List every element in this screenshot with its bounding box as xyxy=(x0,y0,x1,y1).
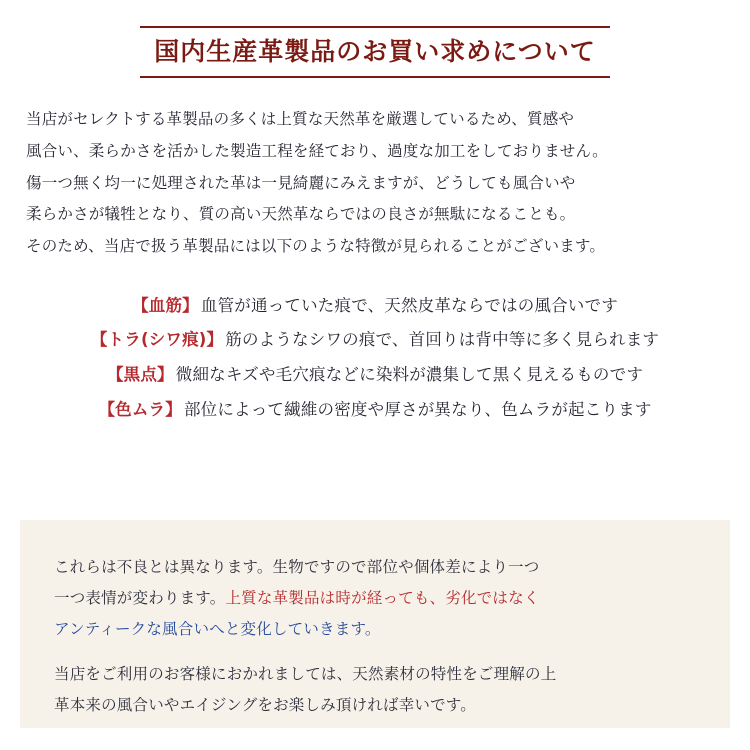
note-line-3: アンティークな風合いへと変化していきます。 xyxy=(54,620,381,638)
title-rule-top xyxy=(140,26,610,28)
note-line-2 xyxy=(54,583,696,614)
feature-text: 微細なキズや毛穴痕などに染料が濃集して黒く見えるものです xyxy=(175,365,644,385)
page-title xyxy=(140,30,610,78)
intro-paragraph xyxy=(26,104,724,263)
list-item xyxy=(0,289,750,324)
list-item xyxy=(0,393,750,428)
intro-line-2: 風合い、柔らかさを活かした製造工程を経ており、過度な加工をしておりません。 xyxy=(26,141,608,160)
feature-list xyxy=(0,289,750,428)
list-item xyxy=(0,358,750,393)
title-section xyxy=(0,0,750,78)
note-line-1: これらは不良とは異なります。生物ですので部位や個体差により一つ xyxy=(54,558,540,576)
feature-tag: 【トラ(シワ痕)】 xyxy=(90,330,224,350)
note-line-2-accent: 上質な革製品は時が経っても、劣化ではなく xyxy=(225,589,540,607)
intro-line-3: 傷一つ無く均一に処理された革は一見綺麗にみえますが、どうしても風合いや xyxy=(26,173,576,192)
intro-line-4: 柔らかさが犠牲となり、質の高い天然革ならではの良さが無駄になることも。 xyxy=(26,205,576,224)
note-spacer xyxy=(54,645,696,659)
feature-text: 血管が通っていた痕で、天然皮革ならではの風合いです xyxy=(200,295,618,315)
note-line-5: 革本来の風合いやエイジングをお楽しみ頂ければ幸いです。 xyxy=(54,696,476,714)
page-title-text: 国内生産革製品のお買い求めについて xyxy=(154,37,596,66)
feature-tag: 【血筋】 xyxy=(132,295,199,315)
note-box xyxy=(20,520,730,728)
feature-tag: 【黒点】 xyxy=(106,365,174,385)
intro-line-5: そのため、当店で扱う革製品には以下のような特徴が見られることがございます。 xyxy=(26,237,606,256)
title-rule-bottom xyxy=(140,76,610,78)
note-line-2-text: 一つ表情が変わります。 xyxy=(54,589,226,607)
feature-text: 部位によって繊維の密度や厚さが異なり、色ムラが起こります xyxy=(183,399,652,419)
feature-text: 筋のようなシワの痕で、首回りは背中等に多く見られます xyxy=(225,330,660,350)
note-line-4: 当店をご利用のお客様におかれましては、天然素材の特性をご理解の上 xyxy=(54,665,557,683)
feature-tag: 【色ムラ】 xyxy=(98,399,182,419)
intro-line-1: 当店がセレクトする革製品の多くは上質な天然革を厳選しているため、質感や xyxy=(26,110,575,128)
list-item xyxy=(0,323,750,358)
